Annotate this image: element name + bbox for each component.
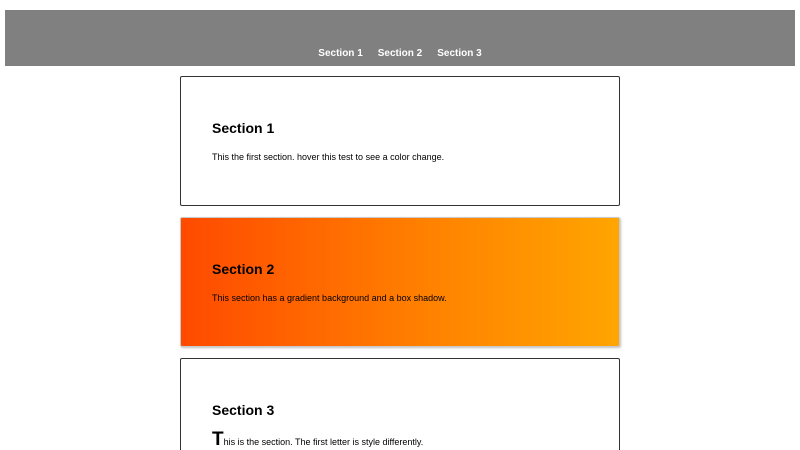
section-3-title: Section 3 <box>212 402 275 418</box>
nav-link-section-1[interactable]: Section 1 <box>318 48 363 59</box>
section-1-title: Section 1 <box>212 120 275 136</box>
nav-link-section-2[interactable]: Section 2 <box>377 48 423 59</box>
section-2-title: Section 2 <box>212 261 275 277</box>
section-1-text[interactable]: This the first section. hover this test to see a color change. <box>212 152 445 162</box>
nav-link-section-3[interactable]: Section 3 <box>437 48 482 59</box>
section-3-first-letter: T <box>212 429 224 450</box>
nav-links <box>5 48 795 60</box>
section-3-text <box>212 431 423 450</box>
section-2-card <box>180 217 620 347</box>
section-3-text-rest: his is the section. The first letter is style differently. <box>223 437 424 447</box>
section-3-card <box>180 358 620 450</box>
top-nav-bar <box>5 10 795 66</box>
section-2-text: This section has a gradient background and a box shadow. <box>212 293 447 303</box>
section-1-card <box>180 76 620 206</box>
